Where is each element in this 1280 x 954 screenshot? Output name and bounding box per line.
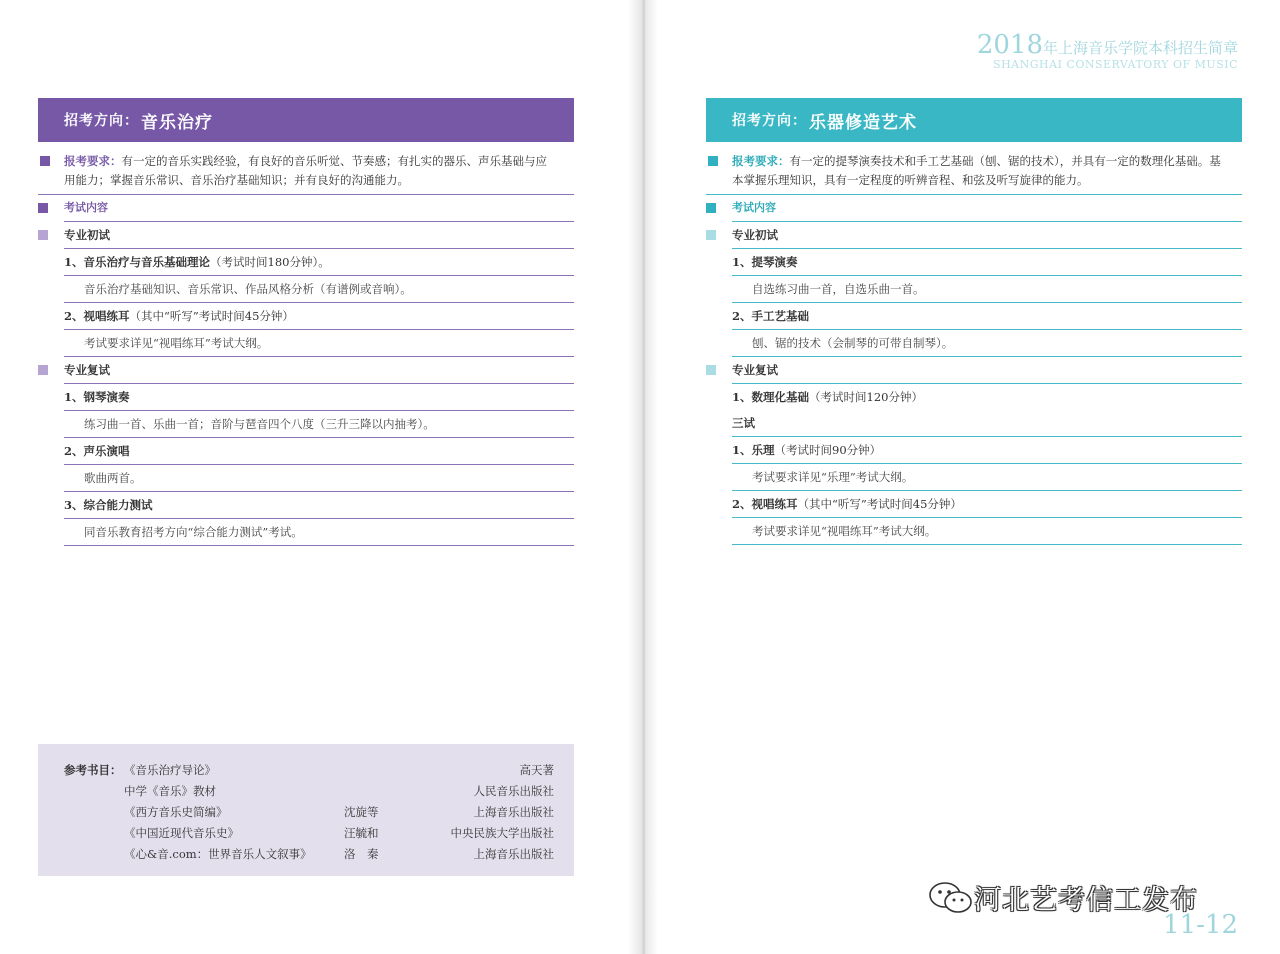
ref-publisher: 上海音乐出版社 (473, 805, 554, 819)
item-title: 1、钢琴演奏 (64, 390, 130, 404)
left-prelim-detail-1: 音乐治疗基础知识、音乐常识、作品风格分析（有谱例或音响）。 (64, 276, 574, 303)
watermark-text: 河北艺考信工发布 (974, 885, 1198, 916)
ref-book: 《心&音.com：世界音乐人文叙事》 (124, 847, 312, 861)
subsection-label: 专业复试 (732, 363, 778, 377)
left-prelim-item-1 (64, 249, 574, 276)
ref-author: 沈旋等 (344, 805, 379, 819)
item-note: （考试时间90分钟） (774, 443, 882, 457)
wechat-icon (928, 881, 974, 915)
right-banner (706, 98, 1242, 142)
item-title: 2、手工艺基础 (732, 309, 810, 323)
subsection-label: 专业初试 (64, 228, 110, 242)
left-prelim-item-2 (64, 303, 574, 330)
left-retest-detail-2: 歌曲两首。 (64, 465, 574, 492)
ref-book: 《音乐治疗导论》 (124, 763, 216, 777)
left-prelim-detail-2: 考试要求详见“视唱练耳”考试大纲。 (64, 330, 574, 357)
ref-publisher: 上海音乐出版社 (473, 847, 554, 861)
ref-book: 《中国近现代音乐史》 (124, 826, 239, 840)
ref-publisher: 人民音乐出版社 (473, 784, 554, 798)
left-req-label: 报考要求： (64, 154, 122, 168)
right-retest-heading (732, 357, 1242, 384)
bullet-square-icon (38, 365, 48, 375)
page-number: 11-12 (1163, 910, 1238, 940)
left-banner (38, 98, 574, 142)
left-exam-block (38, 150, 574, 546)
brochure-header-title (977, 30, 1238, 60)
right-prelim-detail-2: 刨、锯的技术（会制琴的可带自制琴）。 (732, 330, 1242, 357)
right-exam-block (706, 150, 1242, 545)
left-retest-item-2 (64, 438, 574, 465)
right-requirements (706, 150, 1242, 195)
left-retest-item-3 (64, 492, 574, 519)
item-note: （考试时间180分钟）。 (210, 255, 330, 269)
left-prelim-heading (64, 222, 574, 249)
left-retest-detail-1: 练习曲一首、乐曲一首；音阶与琶音四个八度（三升三降以内抽考）。 (64, 411, 574, 438)
section-label: 考试内容 (64, 201, 108, 214)
item-title: 1、音乐治疗与音乐基础理论 (64, 255, 211, 269)
right-exam-content-heading (732, 195, 1242, 222)
reference-row (124, 783, 554, 803)
item-title: 1、数理化基础 (732, 390, 810, 404)
item-title: 1、乐理 (732, 443, 775, 457)
reference-books-box (38, 744, 574, 876)
right-third-item-2 (732, 491, 1242, 518)
book-gutter (628, 0, 658, 954)
reference-row (124, 804, 554, 824)
item-note: （其中“听写”考试时间45分钟） (129, 309, 294, 323)
bullet-square-icon (40, 156, 50, 166)
left-retest-detail-3: 同音乐教育招考方向“综合能力测试”考试。 (64, 519, 574, 546)
right-req-label: 报考要求： (732, 154, 790, 168)
right-prelim-heading (732, 222, 1242, 249)
right-banner-title: 乐器修造艺术 (809, 112, 917, 133)
left-banner-title: 音乐治疗 (141, 112, 213, 133)
item-title: 1、提琴演奏 (732, 255, 798, 269)
item-note: （考试时间120分钟） (809, 390, 923, 404)
bullet-square-icon (706, 365, 716, 375)
bullet-square-icon (706, 203, 716, 213)
left-requirements (38, 150, 574, 195)
ref-book: 中学《音乐》教材 (124, 784, 216, 798)
ref-author: 洛 秦 (344, 847, 379, 861)
item-title: 2、视唱练耳 (64, 309, 130, 323)
subsection-label: 专业初试 (732, 228, 778, 242)
bullet-square-icon (706, 230, 716, 240)
bullet-square-icon (38, 203, 48, 213)
right-prelim-item-2 (732, 303, 1242, 330)
right-third-item-1 (732, 437, 1242, 464)
wechat-watermark (928, 878, 1198, 917)
brochure-header-subtitle: SHANGHAI CONSERVATORY OF MUSIC (993, 58, 1238, 71)
right-prelim-item-1 (732, 249, 1242, 276)
right-prelim-detail-1: 自选练习曲一首，自选乐曲一首。 (732, 276, 1242, 303)
item-title: 3、综合能力测试 (64, 498, 153, 512)
left-exam-content-heading (64, 195, 574, 222)
right-req-text: 有一定的提琴演奏技术和手工艺基础（刨、锯的技术），并具有一定的数理化基础。基本掌握乐理知识，具有一定程度的听辨音程、和弦及听写旋律的能力。 (732, 154, 1221, 187)
item-note: （其中“听写”考试时间45分钟） (797, 497, 962, 511)
ref-publisher: 高天著 (519, 763, 554, 777)
reference-row (124, 846, 554, 866)
bullet-square-icon (38, 230, 48, 240)
left-retest-heading (64, 357, 574, 384)
left-banner-label: 招考方向： (64, 113, 139, 129)
subsection-label: 三试 (732, 416, 755, 430)
ref-publisher: 中央民族大学出版社 (450, 826, 554, 840)
reference-row (124, 762, 554, 782)
reference-row (124, 825, 554, 845)
right-third-test-heading (732, 410, 1242, 437)
reference-title: 参考书目： (64, 763, 122, 777)
header-title-text: 年上海音乐学院本科招生简章 (1042, 39, 1238, 57)
right-third-detail-2: 考试要求详见“视唱练耳”考试大纲。 (732, 518, 1242, 545)
bullet-square-icon (708, 156, 718, 166)
right-retest-item-1 (732, 384, 1242, 410)
ref-book: 《西方音乐史简编》 (124, 805, 228, 819)
ref-author: 汪毓和 (344, 826, 379, 840)
header-year: 2018 (976, 30, 1043, 60)
item-title: 2、声乐演唱 (64, 444, 130, 458)
section-label: 考试内容 (732, 201, 776, 214)
right-third-detail-1: 考试要求详见“乐理”考试大纲。 (732, 464, 1242, 491)
subsection-label: 专业复试 (64, 363, 110, 377)
item-title: 2、视唱练耳 (732, 497, 798, 511)
left-retest-item-1 (64, 384, 574, 411)
right-banner-label: 招考方向： (732, 113, 807, 129)
left-req-text: 有一定的音乐实践经验，有良好的音乐听觉、节奏感；有扎实的器乐、声乐基础与应用能力；掌握音乐常识、音乐治疗基础知识；并有良好的沟通能力。 (64, 154, 547, 187)
